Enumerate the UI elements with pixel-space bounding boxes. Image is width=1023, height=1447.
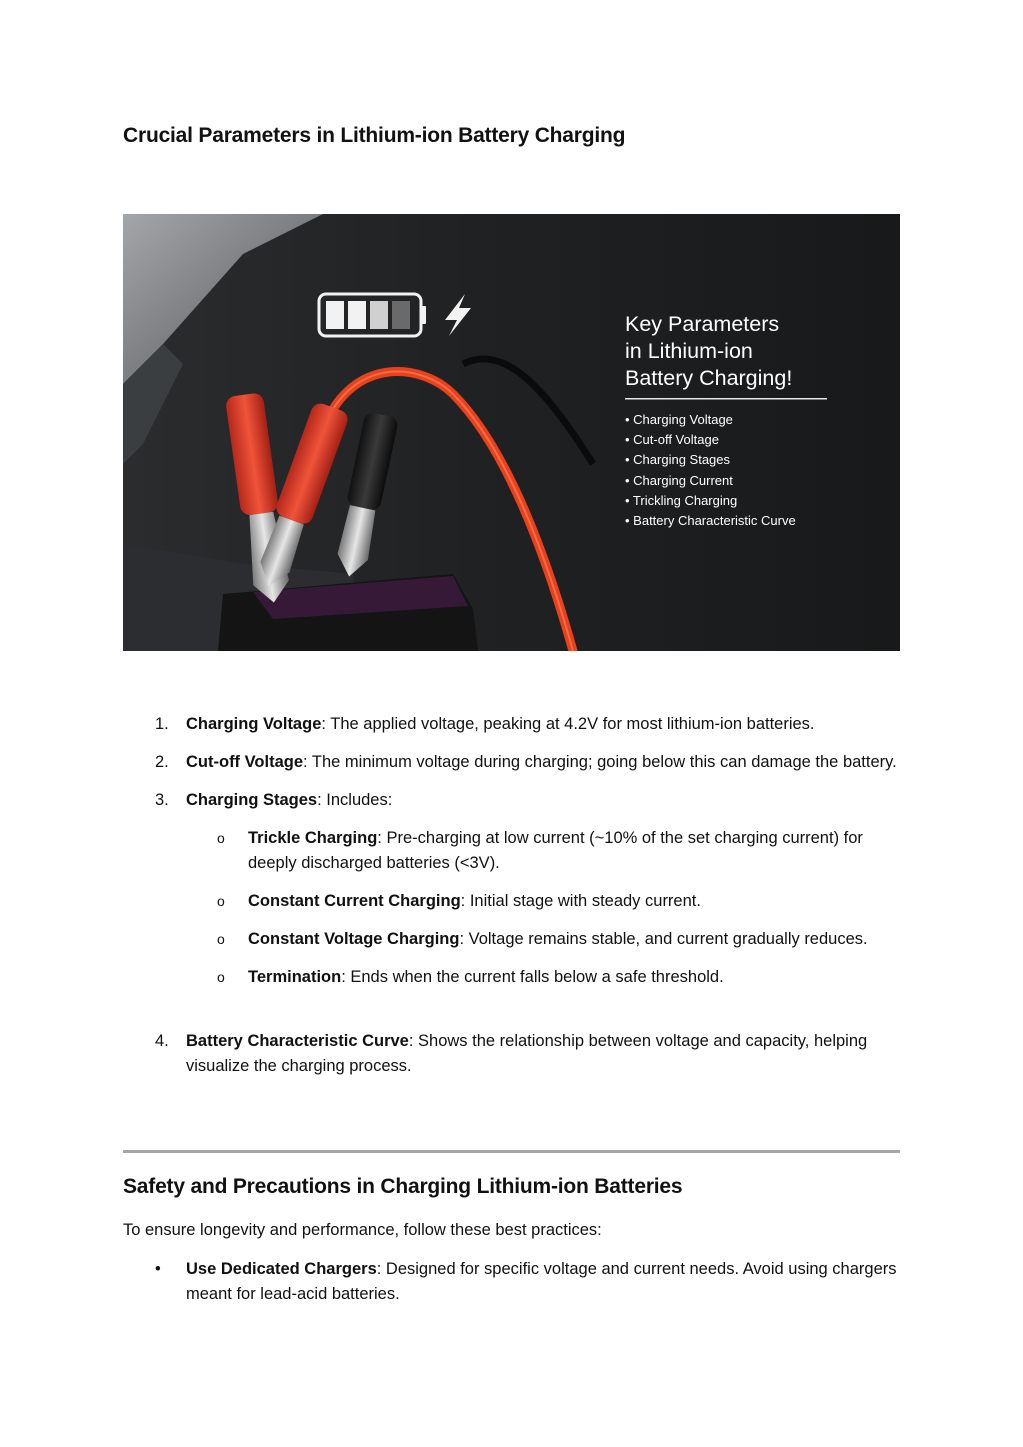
list-number: 1. [155,715,169,733]
term: Battery Characteristic Curve [186,1032,409,1050]
image-bullet-3: • Charging Stages [625,452,731,467]
hollow-bullet-icon: o [217,969,225,985]
sub-list-item [186,889,900,914]
list-item [123,750,900,775]
description: : Includes: [317,791,393,809]
intro-paragraph: To ensure longevity and performance, follow these best practices: [123,1221,602,1239]
list-number: 4. [155,1032,169,1050]
description: : Ends when the current falls below a safe threshold. [341,968,724,986]
image-bullet-5: • Trickling Charging [625,493,738,508]
hollow-bullet-icon: o [217,893,225,909]
term: Constant Current Charging [248,892,461,910]
term: Charging Voltage [186,715,322,733]
horizontal-rule [123,1150,900,1153]
image-divider [625,398,827,400]
list-item [123,712,900,737]
image-headline-1: Key Parameters [625,312,780,336]
term: Charging Stages [186,791,318,809]
hollow-bullet-icon: o [217,830,225,846]
charging-stages-list [186,826,900,990]
image-headline-2: in Lithium-ion [625,339,753,363]
term: Constant Voltage Charging [248,930,460,948]
bullet-icon: • [155,1260,161,1278]
safety-list [123,1257,900,1307]
hero-image [123,214,900,651]
list-number: 3. [155,791,169,809]
section-heading: Safety and Precautions in Charging Lithium-ion Batteries [123,1175,683,1198]
sub-list-item [186,826,900,876]
battery-charging-illustration [123,214,900,651]
term: Use Dedicated Chargers [186,1260,377,1278]
image-bullet-1: • Charging Voltage [625,412,733,427]
description: : The applied voltage, peaking at 4.2V for most lithium-ion batteries. [321,715,815,733]
description: : Shows the relationship between voltage and capacity, helping visualize the charging process. [186,1032,868,1075]
term: Trickle Charging [248,829,378,847]
page-title: Crucial Parameters in Lithium-ion Battery Charging [123,124,626,147]
description: : Voltage remains stable, and current gradually reduces. [459,930,868,948]
list-item [123,1257,900,1307]
sub-list-item [186,965,900,990]
image-bullet-2: • Cut-off Voltage [625,432,719,447]
image-headline-3: Battery Charging! [625,366,793,390]
description: : Designed for specific voltage and current needs. Avoid using chargers meant for lead-acid batteries. [186,1260,897,1303]
sub-list-item [186,927,900,952]
description: : Pre-charging at low current (~10% of the set charging current) for deeply discharged batteries (<3V). [248,829,863,872]
term: Termination [248,968,342,986]
list-number: 2. [155,753,169,771]
term: Cut-off Voltage [186,753,304,771]
list-item [123,1029,900,1079]
description: : The minimum voltage during charging; going below this can damage the battery. [303,753,897,771]
parameters-list [123,712,900,1092]
list-item [123,788,900,990]
image-bullet-6: • Battery Characteristic Curve [625,513,796,528]
description: : Initial stage with steady current. [460,892,701,910]
hollow-bullet-icon: o [217,931,225,947]
image-bullet-4: • Charging Current [625,473,733,488]
